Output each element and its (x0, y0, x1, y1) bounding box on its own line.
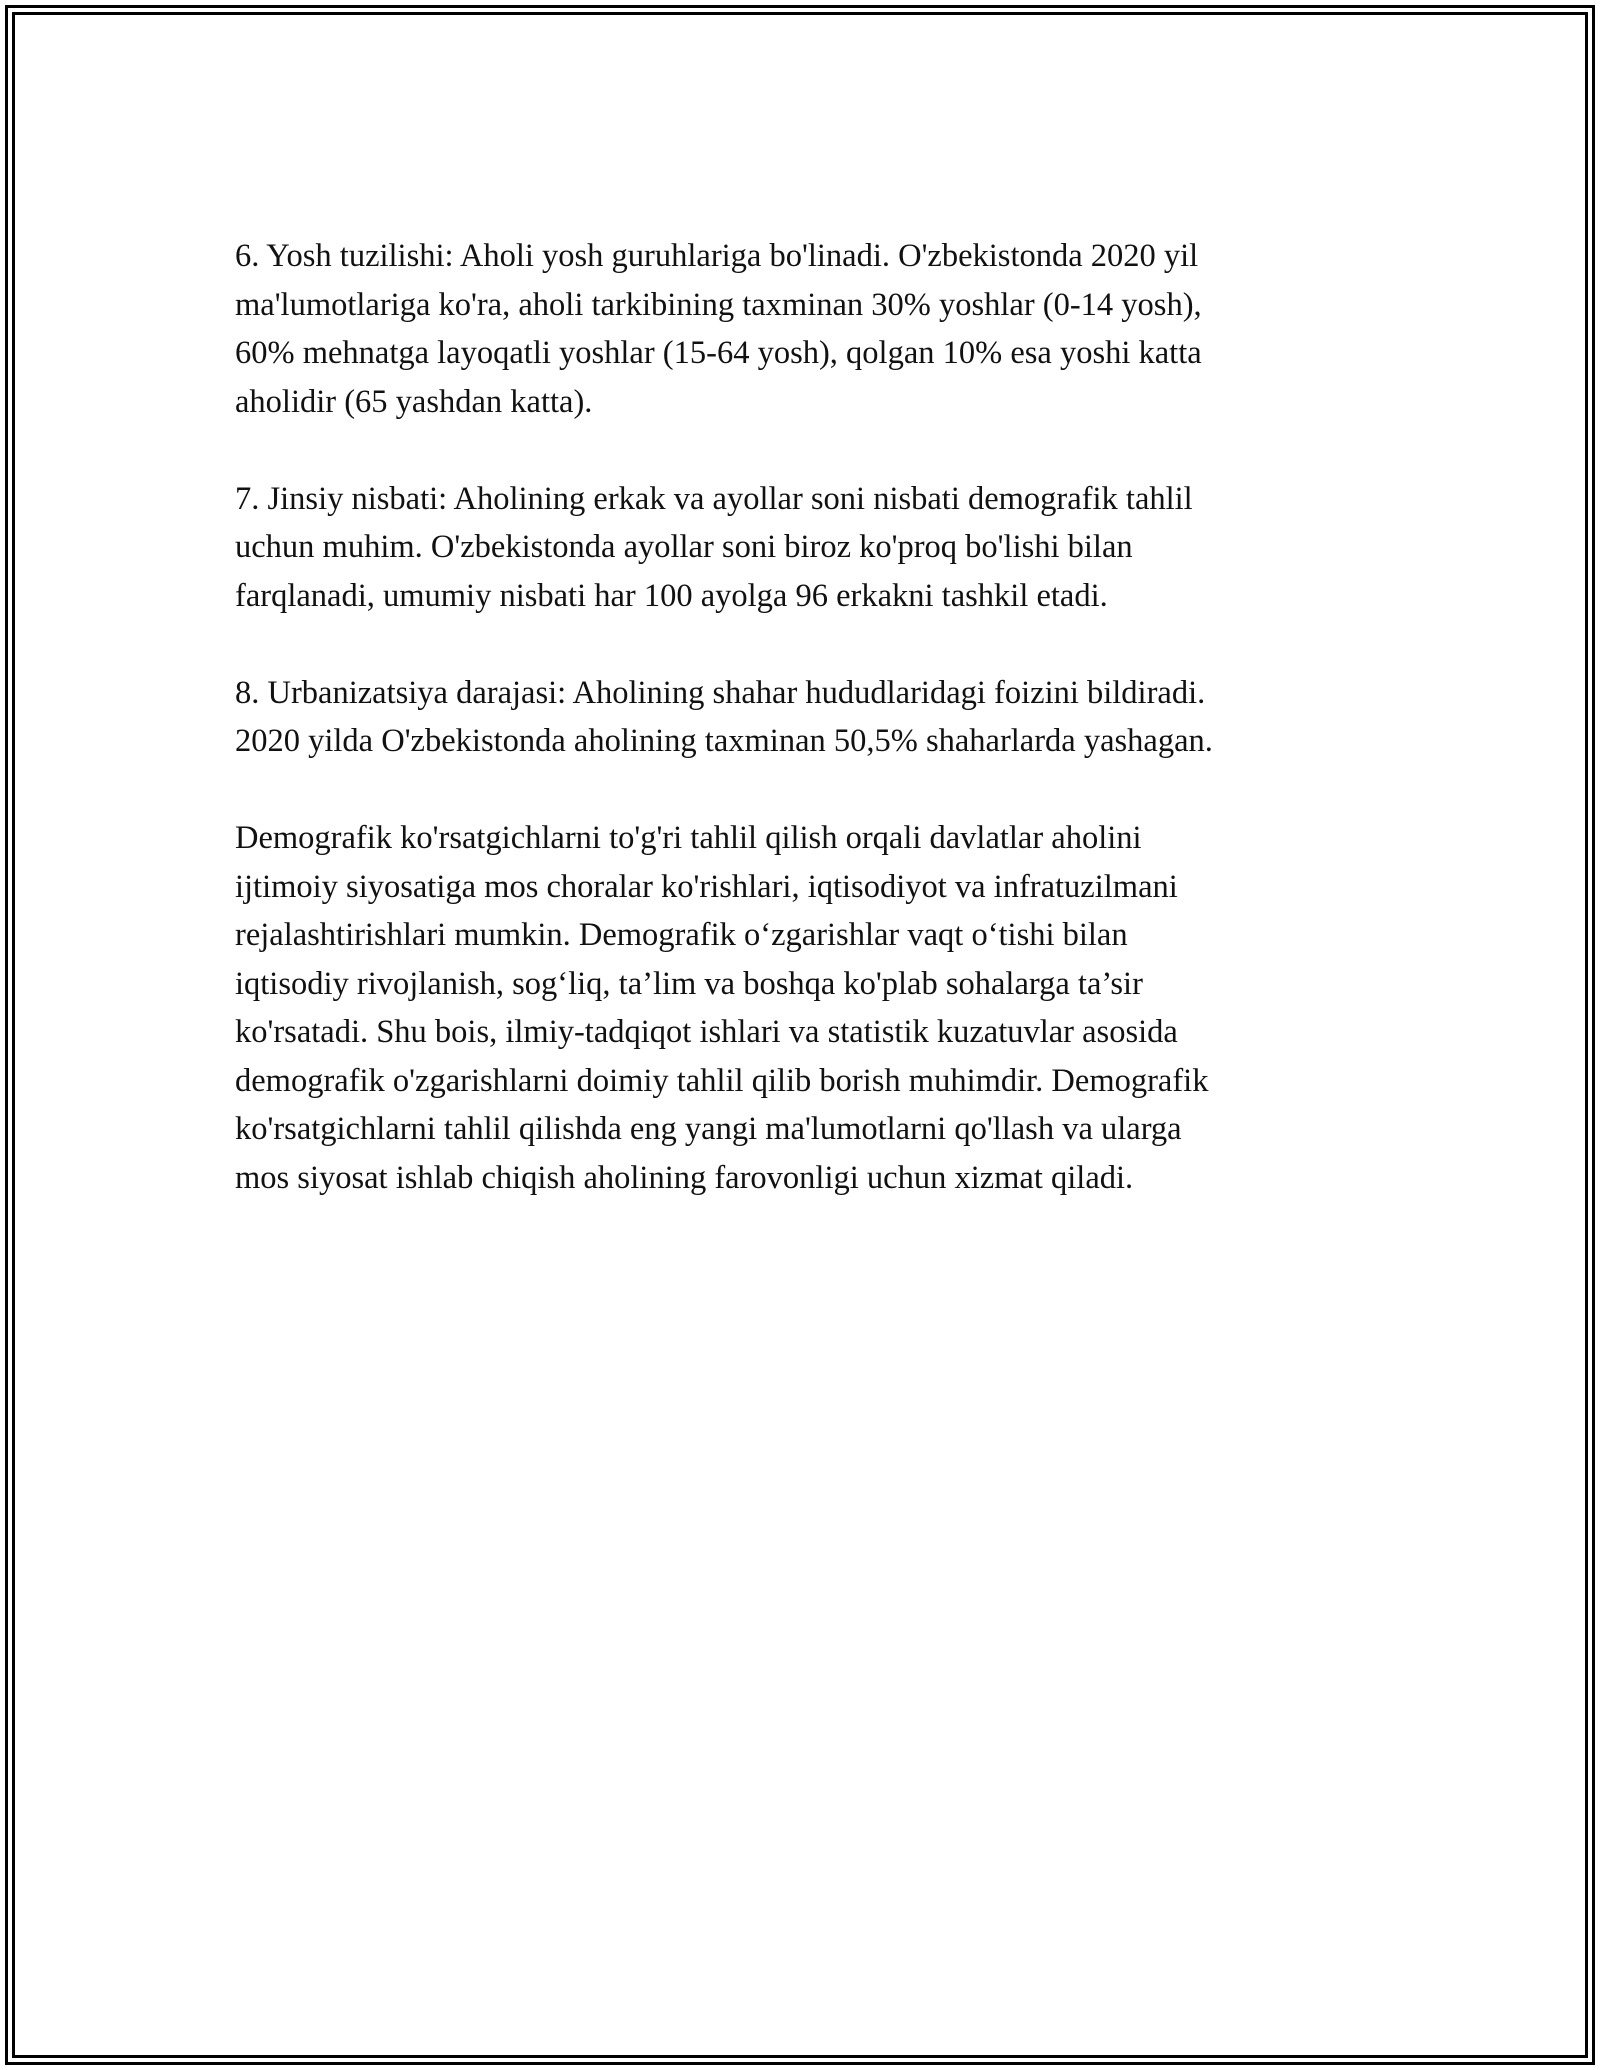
paragraph-conclusion: Demografik ko'rsatgichlarni to'g'ri tahlil qilish orqali davlatlar aholini ijtimoiy siyosatiga mos choralar ko'rishlari, iqtisodiyot va infratuzilmani rejalashtirishlari mumkin. Demografik o‘zgarishlar vaqt o‘tishi bilan iqtisodiy rivojlanish, sog‘liq, ta’lim va boshqa ko'plab sohalarga ta’sir ko'rsatadi. Shu bois, ilmiy-tadqiqot ishlari va statistik kuzatuvlar asosida demografik o'zgarishlarni doimiy tahlil qilib borish muhimdir. Demografik ko'rsatgichlarni tahlil qilishda eng yangi ma'lumotlarni qo'llash va ularga mos siyosat ishlab chiqish aholining farovonligi uchun xizmat qiladi. (235, 820, 1209, 1196)
paragraph-age-structure: 6. Yosh tuzilishi: Aholi yosh guruhlariga bo'linadi. O'zbekistonda 2020 yil ma'lumotlariga ko'ra, aholi tarkibining taxminan 30% yoshlar (0-14 yosh), 60% mehnatga layoqatli yoshlar (15-64 yosh), qolgan 10% esa yoshi katta aholidir (65 yashdan katta). (235, 238, 1202, 420)
document-body (235, 232, 1355, 1251)
paragraph-urbanization: 8. Urbanizatsiya darajasi: Aholining shahar hududlaridagi foizini bildiradi. 2020 yilda O'zbekistonda aholining taxminan 50,5% shaharlarda yashagan. (235, 674, 1213, 759)
paragraph-sex-ratio: 7. Jinsiy nisbati: Aholining erkak va ayollar soni nisbati demografik tahlil uchun muhim. O'zbekistonda ayollar soni biroz ko'proq bo'lishi bilan farqlanadi, umumiy nisbati har 100 ayolga 96 erkakni tashkil etadi. (235, 480, 1193, 614)
